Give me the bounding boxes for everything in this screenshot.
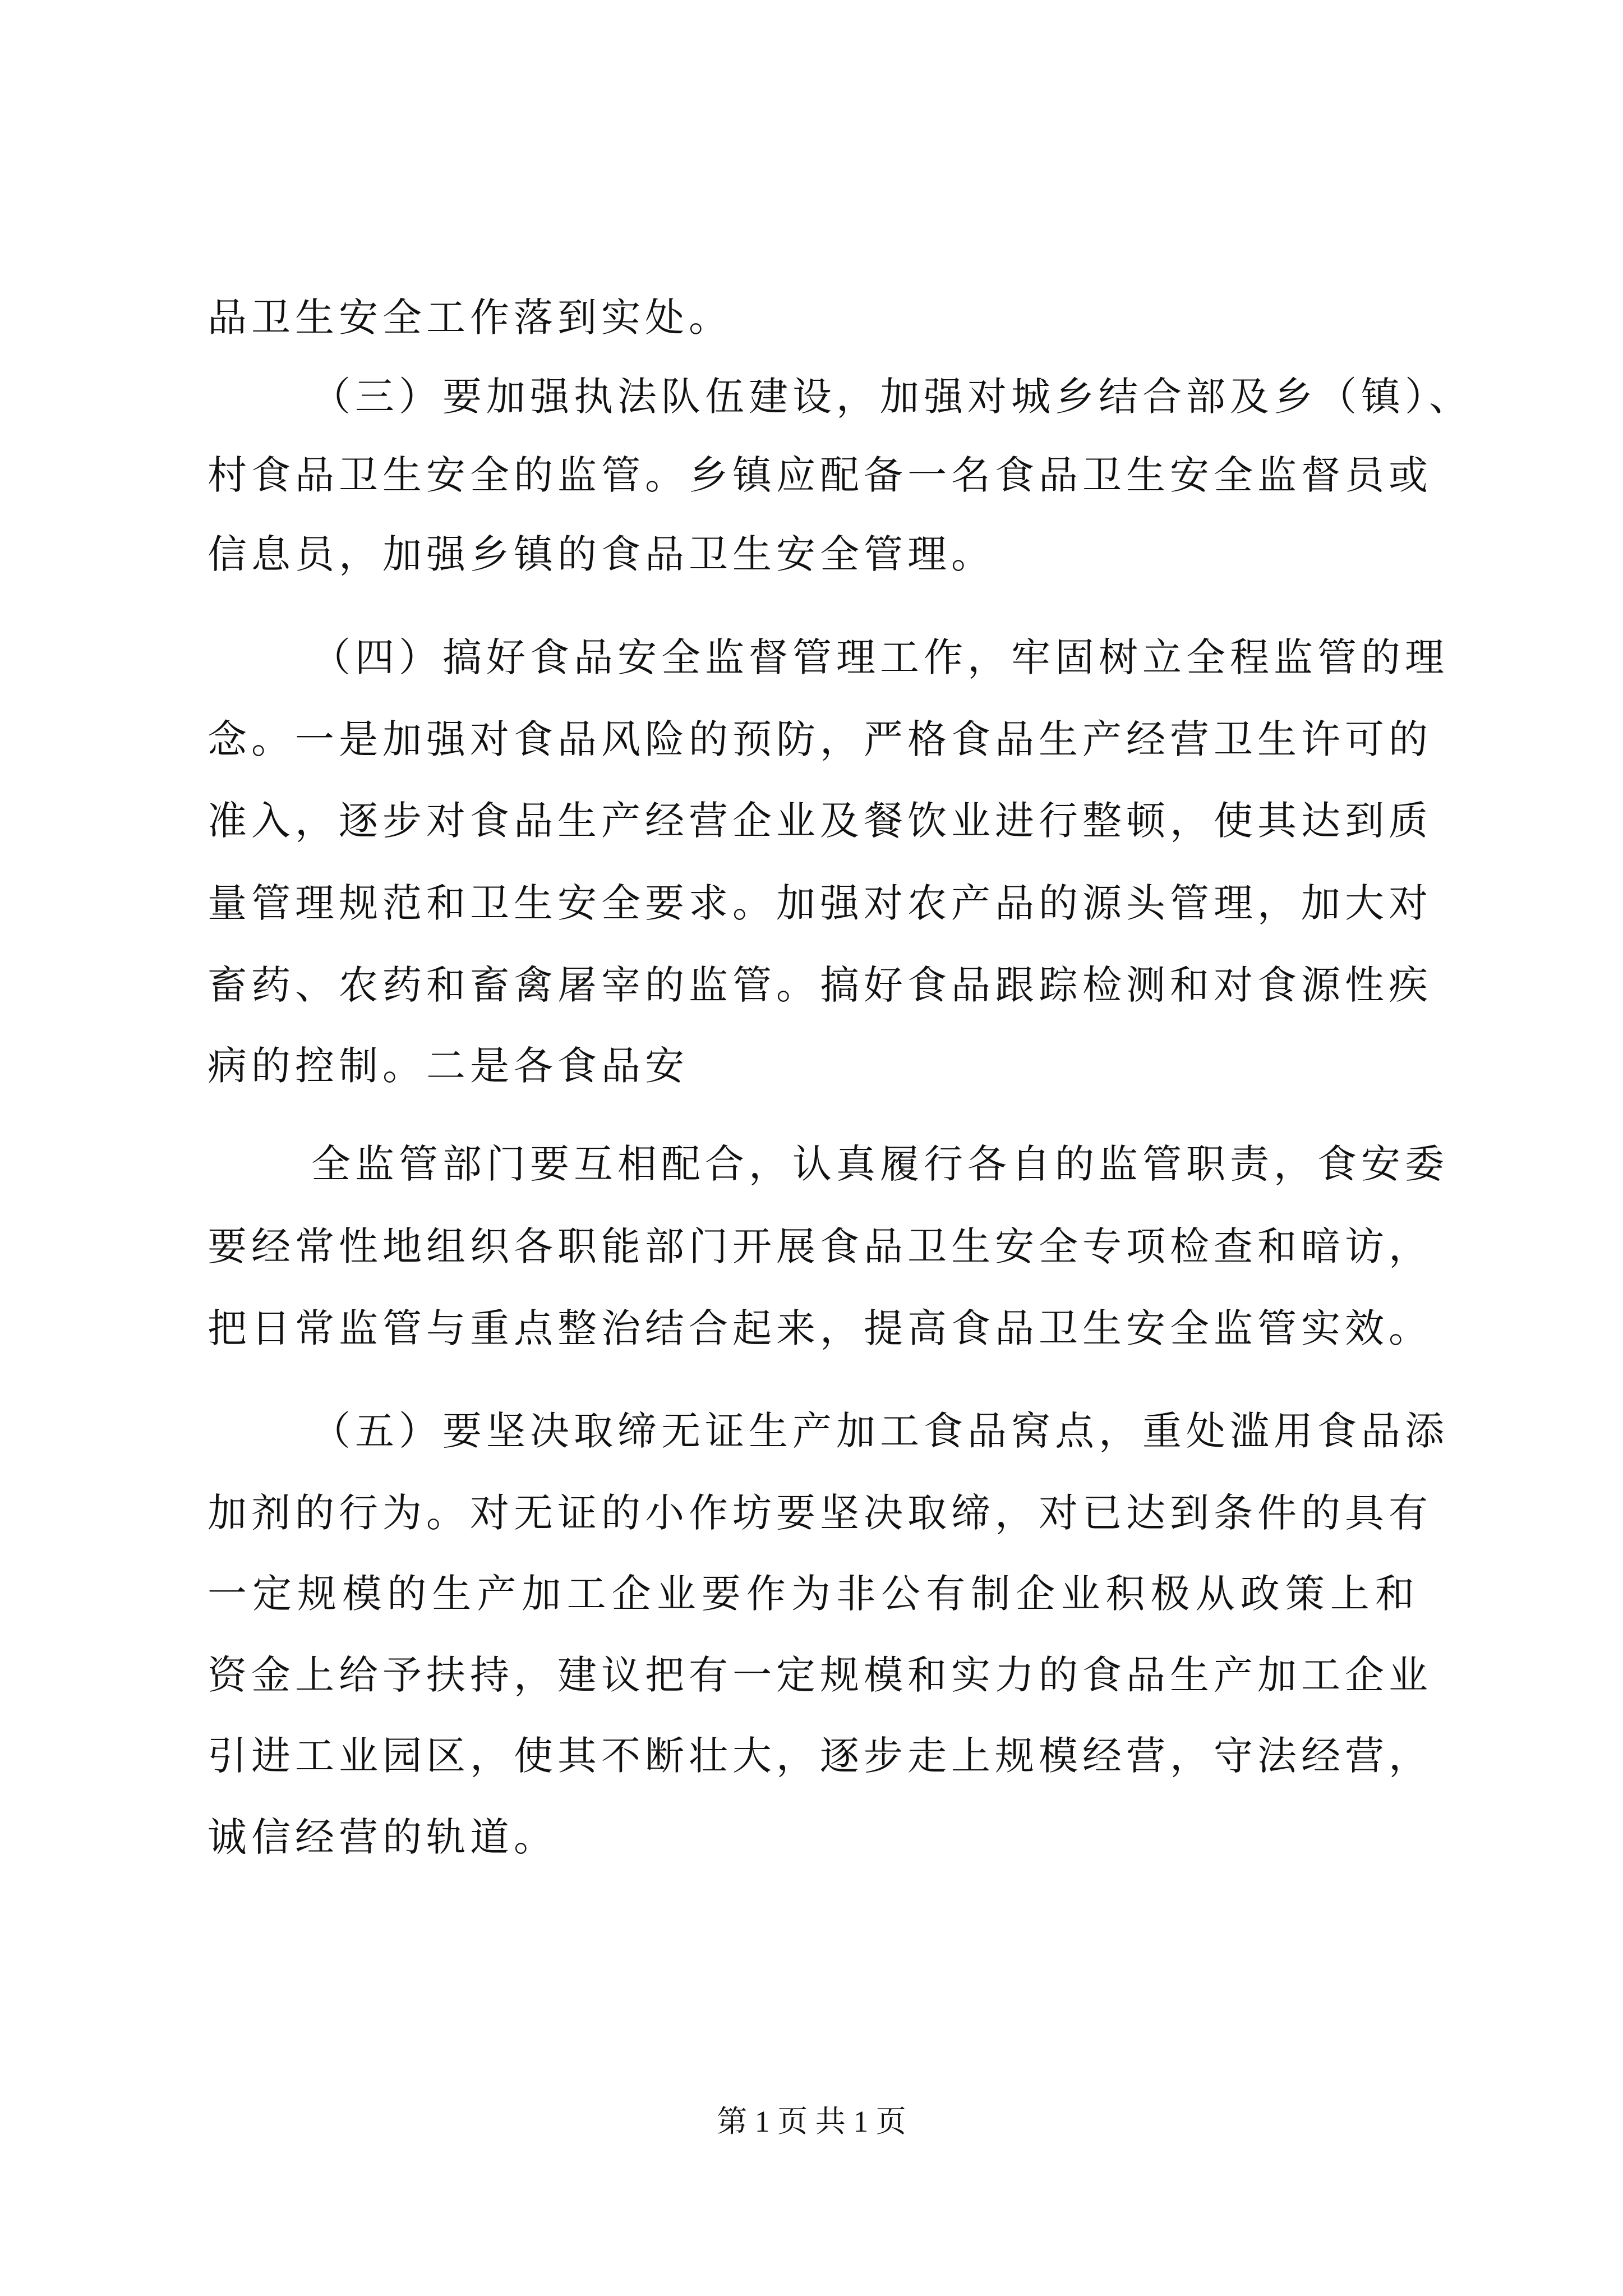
text-line-16: 一定规模的生产加工企业要作为非公有制企业积极从政策上和 [208, 1571, 1419, 1617]
text-line-8: 量管理规范和卫生安全要求。加强对农产品的源头管理，加大对 [208, 880, 1432, 926]
text-line-2: （三）要加强执法队伍建设，加强对城乡结合部及乡（镇）、 [311, 374, 1473, 420]
text-line-13: 把日常监管与重点整治结合起来，提高食品卫生安全监管实效。 [208, 1305, 1432, 1351]
text-line-18: 引进工业园区，使其不断壮大，逐步走上规模经营，守法经营， [208, 1733, 1432, 1779]
text-line-17: 资金上给予扶持，建议把有一定规模和实力的食品生产加工企业 [208, 1652, 1432, 1698]
text-line-19: 诚信经营的轨道。 [208, 1814, 557, 1860]
text-line-4: 信息员，加强乡镇的食品卫生安全管理。 [208, 531, 995, 577]
text-line-10: 病的控制。二是各食品安 [208, 1043, 689, 1089]
page-footer: 第 1 页 共 1 页 [717, 2105, 906, 2138]
text-line-7: 准入，逐步对食品生产经营企业及餐饮业进行整顿，使其达到质 [208, 798, 1432, 844]
text-line-1: 品卫生安全工作落到实处。 [208, 295, 732, 341]
text-line-12: 要经常性地组织各职能部门开展食品卫生安全专项检查和暗访， [208, 1223, 1432, 1269]
text-line-3: 村食品卫生安全的监管。乡镇应配备一名食品卫生安全监督员或 [208, 452, 1432, 498]
text-line-11: 全监管部门要互相配合，认真履行各自的监管职责，食安委 [311, 1141, 1449, 1187]
text-line-14: （五）要坚决取缔无证生产加工食品窝点，重处滥用食品添 [311, 1408, 1449, 1454]
text-line-6: 念。一是加强对食品风险的预防，严格食品生产经营卫生许可的 [208, 716, 1432, 762]
text-line-9: 畜药、农药和畜禽屠宰的监管。搞好食品跟踪检测和对食源性疾 [208, 962, 1432, 1008]
text-line-5: （四）搞好食品安全监督管理工作，牢固树立全程监管的理 [311, 634, 1449, 680]
text-line-15: 加剂的行为。对无证的小作坊要坚决取缔，对已达到条件的具有 [208, 1490, 1432, 1536]
